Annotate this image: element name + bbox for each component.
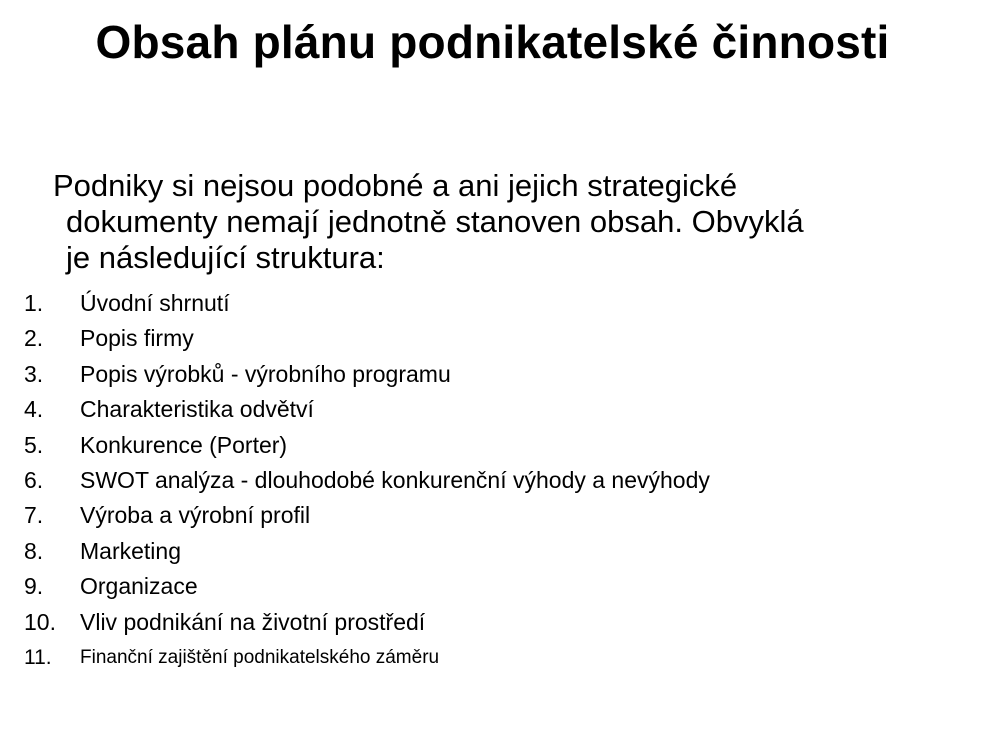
list-item-text: Organizace (80, 573, 198, 600)
list-item-number: 4. (24, 396, 44, 423)
list-item-number: 6. (24, 466, 44, 493)
list-item-text: Charakteristika odvětví (80, 396, 314, 423)
list-item-number: 1. (24, 290, 44, 316)
list-item-text: SWOT analýza - dlouhodobé konkurenční výhody a nevýhody (80, 466, 710, 493)
intro-paragraph (36, 168, 966, 276)
list-item-number: 8. (24, 537, 44, 564)
slide-title: Obsah plánu podnikatelské činnosti (95, 16, 890, 68)
list-item-text: Popis výrobků - výrobního programu (80, 360, 451, 387)
list-item-number: 5. (24, 431, 44, 458)
list-item-text: Konkurence (Porter) (80, 431, 288, 458)
list-item-number: 2. (24, 325, 44, 352)
list-item-text: Vliv podnikání na životní prostředí (80, 608, 426, 635)
intro-line: Podniky si nejsou podobné a ani jejich strategické (53, 168, 738, 203)
list-item-number: 11. (24, 645, 52, 669)
intro-line: je následující struktura: (66, 240, 385, 275)
list-item-text: Marketing (80, 537, 181, 564)
list-item-text: Finanční zajištění podnikatelského záměru (80, 646, 440, 668)
list-item-number: 7. (24, 502, 44, 529)
intro-line: dokumenty nemají jednotně stanoven obsah. Obvyklá (66, 204, 804, 239)
list-item-text: Výroba a výrobní profil (80, 502, 311, 529)
list-item-number: 9. (24, 573, 44, 600)
list-item-text: Úvodní shrnutí (80, 290, 230, 316)
list-item-number: 10. (24, 608, 56, 635)
list-item-number: 3. (24, 360, 44, 387)
list-item-text: Popis firmy (80, 325, 194, 352)
